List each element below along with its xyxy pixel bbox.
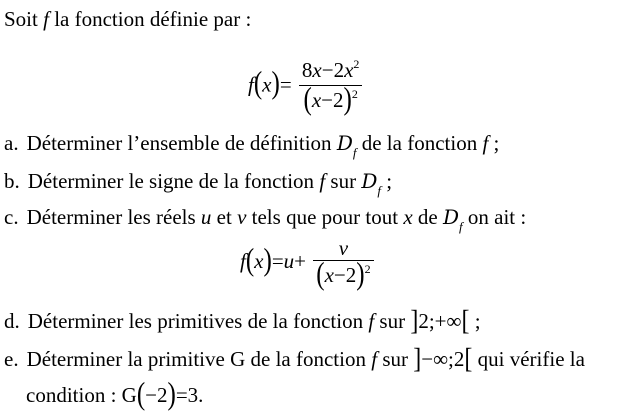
formula2-eq: = <box>271 248 284 273</box>
item-b-label: b. <box>4 169 20 193</box>
item-b <box>4 168 392 197</box>
item-c-v: v <box>237 205 247 229</box>
formula1-numerator: $8x-2x^2$ <box>301 57 360 82</box>
item-e-label: e. <box>4 347 19 371</box>
item-e: e. Déterminer la primitive G de la fonction f sur ]−∞;2[ qui vérifie la <box>4 343 585 375</box>
formula1-var: x <box>262 72 272 97</box>
item-a-text3: ; <box>488 131 500 155</box>
domain-subscript: f <box>352 145 357 160</box>
intro-line <box>4 6 251 32</box>
item-d: d. Déterminer les primitives de la fonction f sur ]2;+∞[ ; <box>4 305 481 337</box>
formula1-fraction <box>299 58 363 115</box>
item-d-interval: 2;+∞ <box>418 309 462 333</box>
item-d-text3: ; <box>469 309 481 333</box>
formula2-var: x <box>254 248 264 273</box>
formula-decomposition: f(x)=u+ $\frac{v}{(x-2)^2}$ <box>240 236 376 290</box>
domain-symbol: D <box>361 169 378 193</box>
formula2-fraction <box>313 236 373 290</box>
item-e-line2: condition : G(−2)=3. <box>26 377 204 412</box>
item-c-label: c. <box>4 205 19 229</box>
domain-subscript: f <box>459 219 463 234</box>
item-a <box>4 130 499 159</box>
intro-rest: la fonction définie par : <box>48 7 252 31</box>
item-d-text1: Déterminer les primitives de la fonction <box>27 309 369 333</box>
intro-f: f <box>43 7 49 31</box>
item-e-text2: sur <box>377 347 414 371</box>
item-e-interval: −∞;2 <box>421 347 465 371</box>
item-a-f: f <box>482 131 489 155</box>
item-c-text2: et <box>211 205 238 229</box>
item-e-condition-value: =3. <box>175 383 204 407</box>
item-a-text2: de la fonction <box>356 131 483 155</box>
item-d-text2: sur <box>374 309 411 333</box>
item-b-text2: sur <box>325 169 362 193</box>
item-d-label: d. <box>4 309 20 333</box>
item-b-text1: Déterminer le signe de la fonction <box>27 169 320 193</box>
item-c <box>4 204 526 233</box>
item-d-f: f <box>368 309 375 333</box>
item-e-text1: Déterminer la primitive G de la fonction <box>26 347 372 371</box>
formula2-numerator: v <box>338 236 349 260</box>
item-c-text1: Déterminer les réels <box>26 205 201 229</box>
item-e-condition-arg: −2 <box>145 383 168 407</box>
intro-soit: Soit <box>4 7 38 31</box>
formula2-lhs: f <box>240 248 246 273</box>
formula2-denominator: $(x-2)^2$ <box>313 260 373 290</box>
domain-symbol: D <box>442 205 460 229</box>
formula-definition: f(x)= $\frac{8x-2x^2}{(x-2)^2}$ <box>248 58 364 115</box>
formula1-eq: = <box>279 72 292 97</box>
item-c-x: x <box>403 205 413 229</box>
formula1-denominator: $(x-2)^2$ <box>299 85 363 115</box>
domain-symbol: D <box>336 131 353 155</box>
item-b-text3: ; <box>381 169 393 193</box>
item-c-u: u <box>200 205 212 229</box>
item-e-text3: qui vérifie la <box>472 347 585 371</box>
formula1-lhs: f <box>248 72 254 97</box>
item-c-text5: on ait : <box>462 205 527 229</box>
item-a-label: a. <box>4 131 19 155</box>
domain-subscript: f <box>377 183 381 198</box>
item-a-text1: Déterminer l’ensemble de définition <box>26 131 337 155</box>
item-c-text3: tels que pour tout <box>246 205 404 229</box>
formula2-plus: + <box>294 248 307 273</box>
item-e-f: f <box>371 347 378 371</box>
formula2-u: u <box>283 248 295 273</box>
item-e-condition-label: condition : G <box>26 383 137 407</box>
item-b-f: f <box>319 169 326 193</box>
item-c-text4: de <box>412 205 443 229</box>
